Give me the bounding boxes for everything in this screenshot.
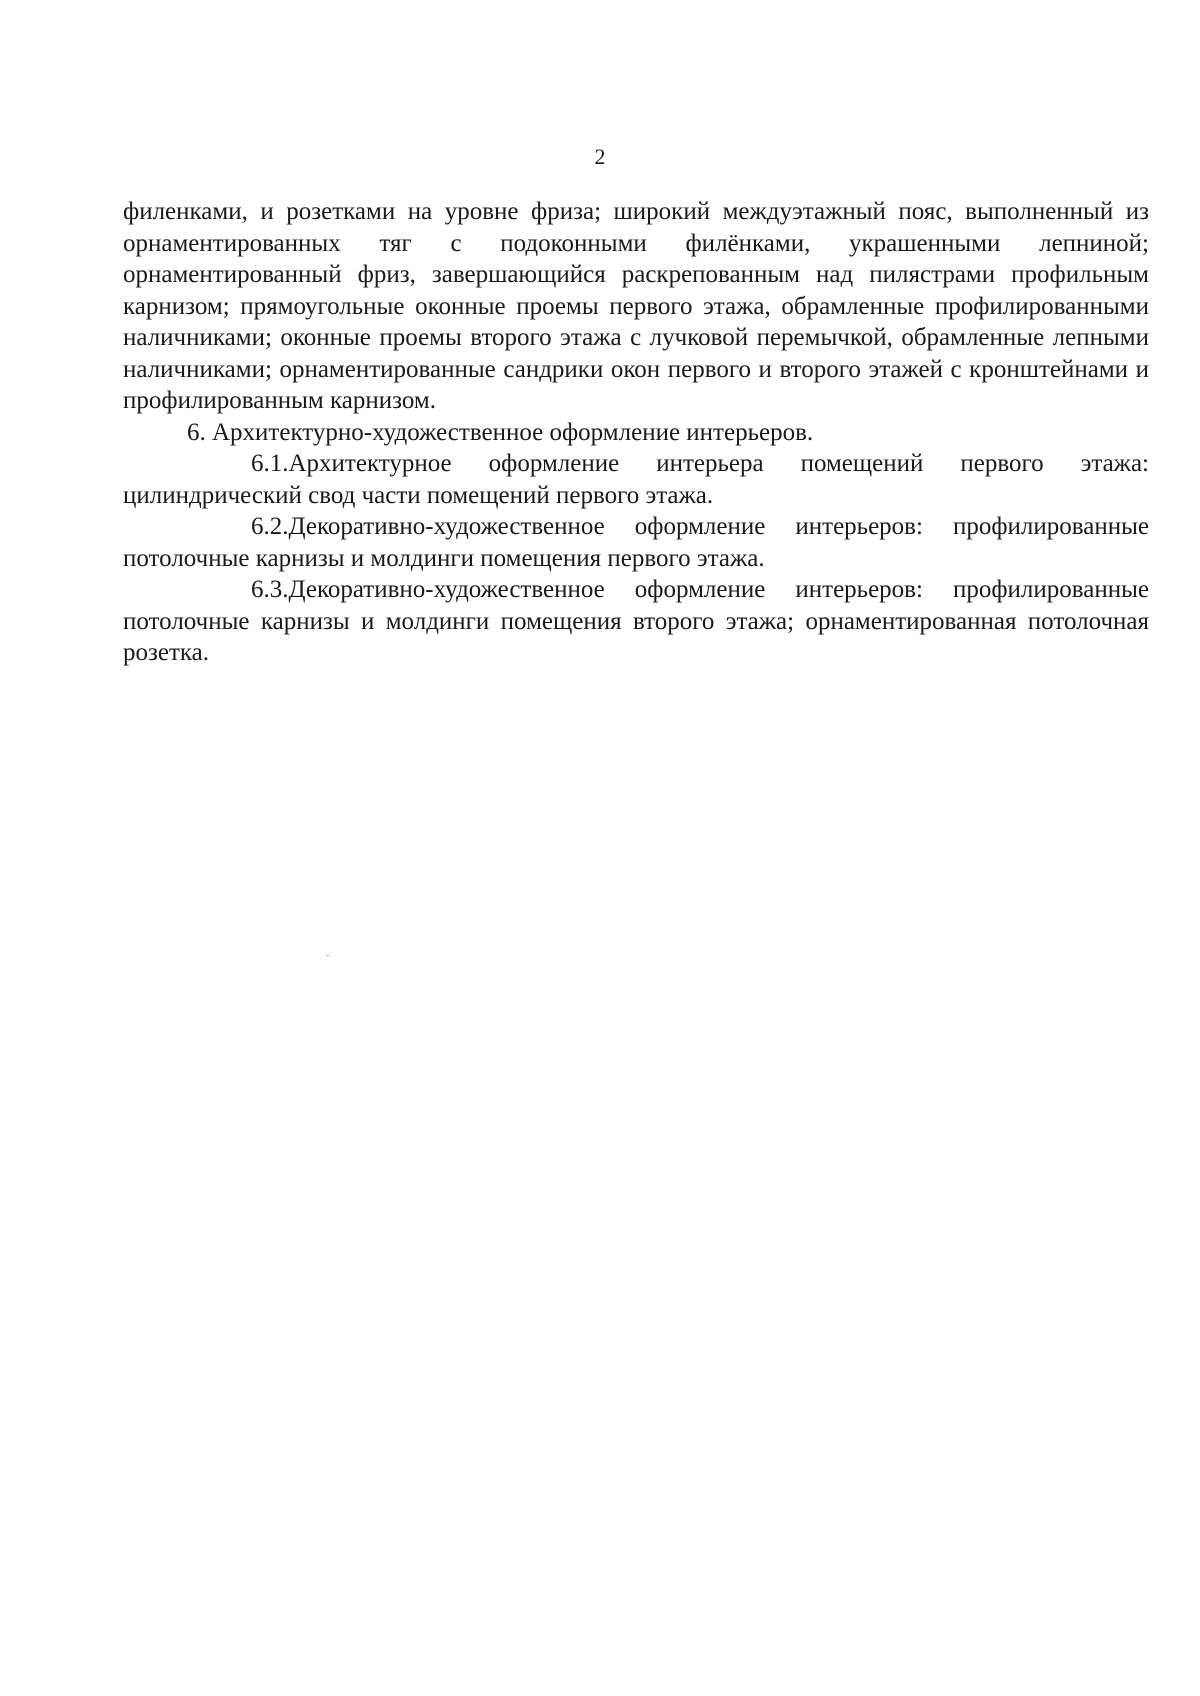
scan-speck (326, 955, 329, 956)
item-6-1-number: 6.1. (251, 450, 289, 477)
item-6-2-number: 6.2. (251, 513, 289, 540)
item-6-1 (123, 448, 1149, 511)
section-6-heading: 6. Архитектурно-художественное оформление интерьеров. (187, 418, 814, 446)
page-number: 2 (594, 144, 606, 169)
item-6-2-text: Декоративно-художественное оформление интерьеров: профилированные потолочные карнизы и молдинги помещения первого этажа. (123, 513, 1149, 572)
document-body (123, 196, 1149, 669)
item-6-3-text: Декоративно-художественное оформление интерьеров: профилированные потолочные карнизы и молдинги помещения второго этажа; орнаментированная потолочная розетка. (123, 576, 1149, 666)
paragraph-continuation: филенками, и розетками на уровне фриза; широкий междуэтажный пояс, выполненный из орнаментированных тяг с подоконными филёнками, украшенными лепниной; орнаментированный фриз, завершающийся раскрепованным над пилястрами профильным карнизом; прямоугольные оконные проемы первого этажа, обрамленные профилированными наличниками; оконные проемы второго этажа с лучковой перемычкой, обрамленные лепными наличниками; орнаментированные сандрики окон первого и второго этажей с кронштейнами и профилированным карнизом. (123, 198, 1149, 414)
item-6-3-number: 6.3. (251, 576, 289, 603)
item-6-1-text: Архитектурное оформление интерьера помещений первого этажа: цилиндрический свод части помещений первого этажа. (123, 450, 1149, 509)
item-6-3 (123, 574, 1149, 669)
item-6-2 (123, 511, 1149, 574)
